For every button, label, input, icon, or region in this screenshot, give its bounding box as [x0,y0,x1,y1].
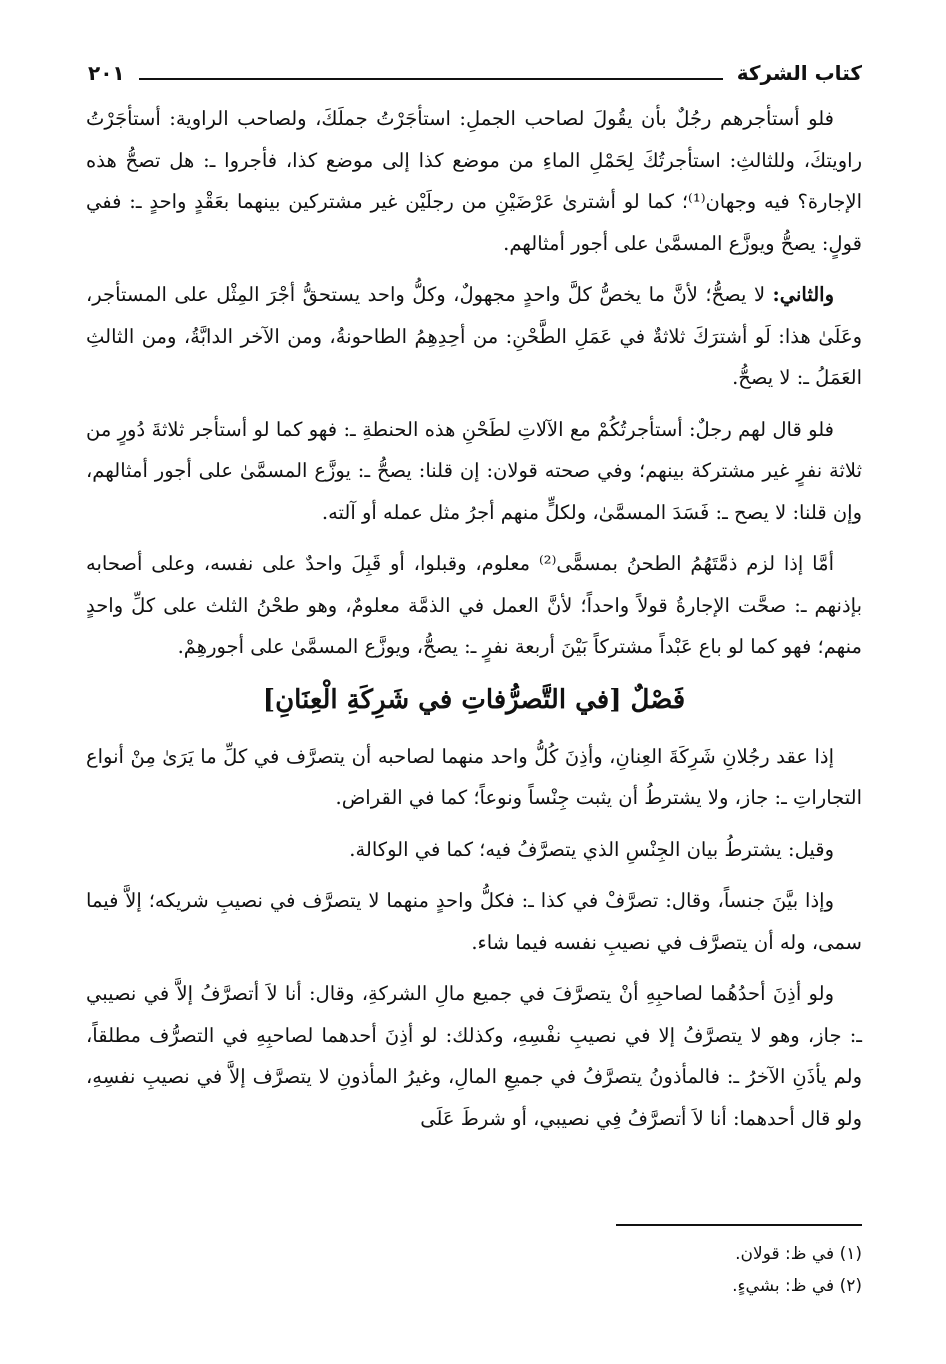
footnote-rule [616,1224,862,1226]
paragraph-lead: والثاني: [772,283,834,306]
header-rule [139,78,723,80]
book-title: كتاب الشركة [736,61,862,85]
section-heading: فَصْلٌ [في التَّصرُّفاتِ في شَرِكَةِ الْعِنَانِ] [262,684,686,715]
paragraph: وإذا بيَّنَ جنساً، وقال: تصرَّفْ في كذا ـ: فكلُّ واحدٍ منهما لا يتصرَّف في نصيبِ شريكه؛ إلاَّ فيما سمى، وله أن يتصرَّف في نصيبِ نفسه فيما شاء. [86,889,862,954]
paragraph: وقيل: يشترطُ بيان الجِنْسِ الذي يتصرَّفُ فيه؛ كما في الوكالة. [349,837,834,861]
paragraph: ولو أذِنَ أحدُهُما لصاحبِهِ أنْ يتصرَّفَ في جميع مالِ الشركةِ، وقال: أنا لاَ أتصرَّفُ إلاَّ في نصيبي ـ: جاز، وهو لا يتصرَّفُ إلا في نصيبِ نفْسِهِ، وكذلك: لو أذِنَ أحدهما لصاحبِهِ في التصرُّف مطلقاً، ولم يأذَنِ الآخرُ ـ: فالمأذونُ يتصرَّفُ في جميعِ المالِ، وغيرُ المأذونِ لا يتصرَّف إلاَّ في نصيبِ نفسِهِ، ولو قال أحدهما: أنا لاَ أتصرَّفُ فِي نصيبي، أو شرطَ عَلَى [86,982,862,1130]
footnote-1: (١) في ظ: قولان. [735,1244,862,1264]
paragraph: إذا عقد رجُلانِ شَرِكَةَ العِنانِ، وأذِنَ كُلُّ واحد منهما لصاحبه أن يتصرَّف في كلِّ ما يَرَىٰ مِنْ أنواع التجاراتِ ـ: جاز، ولا يشترطُ أن يثبت جِنْساً ونوعاً؛ كما في القراض. [86,744,862,809]
footnotes [86,1238,862,1302]
paragraph: أمَّا إذا لزم ذمَّتَهُمُ الطحنُ بمسمًّى⁽²⁾ معلوم، وقبلوا، أو قَبِلَ واحدٌ على نفسه، وعلى أصحابه بإذنهم ـ: صحَّت الإجارةُ قولاً واحداً؛ لأنَّ العمل في الذمَّة معلومٌ، وهو طحْنُ الثلث على كلِّ واحدٍ منهم؛ فهو كما لو باع عَبْداً مشتركاً بَيْنَ أربعة نفرٍ ـ: يصحُّ، ويوزَّع المسمَّىٰ على أجورهِمْ. [86,552,862,658]
page-number: ٢٠١ [88,61,125,85]
running-header [88,58,862,88]
paragraph: فلو أستأجرهم رجُلٌ بأن يقُولَ لصاحب الجملِ: استأجَرْتُ جملَكَ، ولصاحب الراوية: أستأجَرْتُ راويتكَ، وللثالثِ: استأجرتُكَ لِحَمْلِ الماءِ من موضع كذا إلى موضع كذا، فأجروا ـ: هل تصحُّ هذه الإجارة؟ فيه وجهان⁽¹⁾؛ كما لو أشترىٰ عَرْضَيْنِ من رجلَيْن غير مشتركين بينهما بعَقْدٍ واحدٍ ـ: ففي قولٍ: يصحُّ ويوزَّع المسمَّىٰ على أجور أمثالهم. [86,107,862,255]
main-text [86,98,862,1149]
footnote-2: (٢) في ظ: بشيءٍ. [732,1276,862,1296]
paragraph: والثاني: لا يصحُّ؛ لأنَّ ما يخصُّ كلَّ واحدٍ مجهولٌ، وكلُّ واحد يستحقُّ أجْرَ المِثْل على المستأجر، وعَلَىٰ هذا: لَو أشترَكَ ثلاثةٌ في عَمَلِ الطَّحْنِ: من أحِدِهِمُ الطاحونةُ، ومن الآخر الدابَّةُ، ومن الثالثِ العَمَلُ ـ: لا يصحُّ. [86,283,862,389]
paragraph: فلو قال لهم رجلٌ: أستأجرتُكُمْ مع الآلاتِ لطَحْنِ هذه الحنطةِ ـ: فهو كما لو أستأجر ثلاثةَ دُورٍ من ثلاثة نفرٍ غير مشتركة بينهم؛ وفي صحته قولان: إن قلنا: يصحُّ ـ: يوزَّع المسمَّىٰ على أجور أمثالهم، وإن قلنا: لا يصح ـ: فَسَدَ المسمَّىٰ، ولكلٍّ منهم أجرُ مثل عمله أو آلته. [86,417,862,524]
